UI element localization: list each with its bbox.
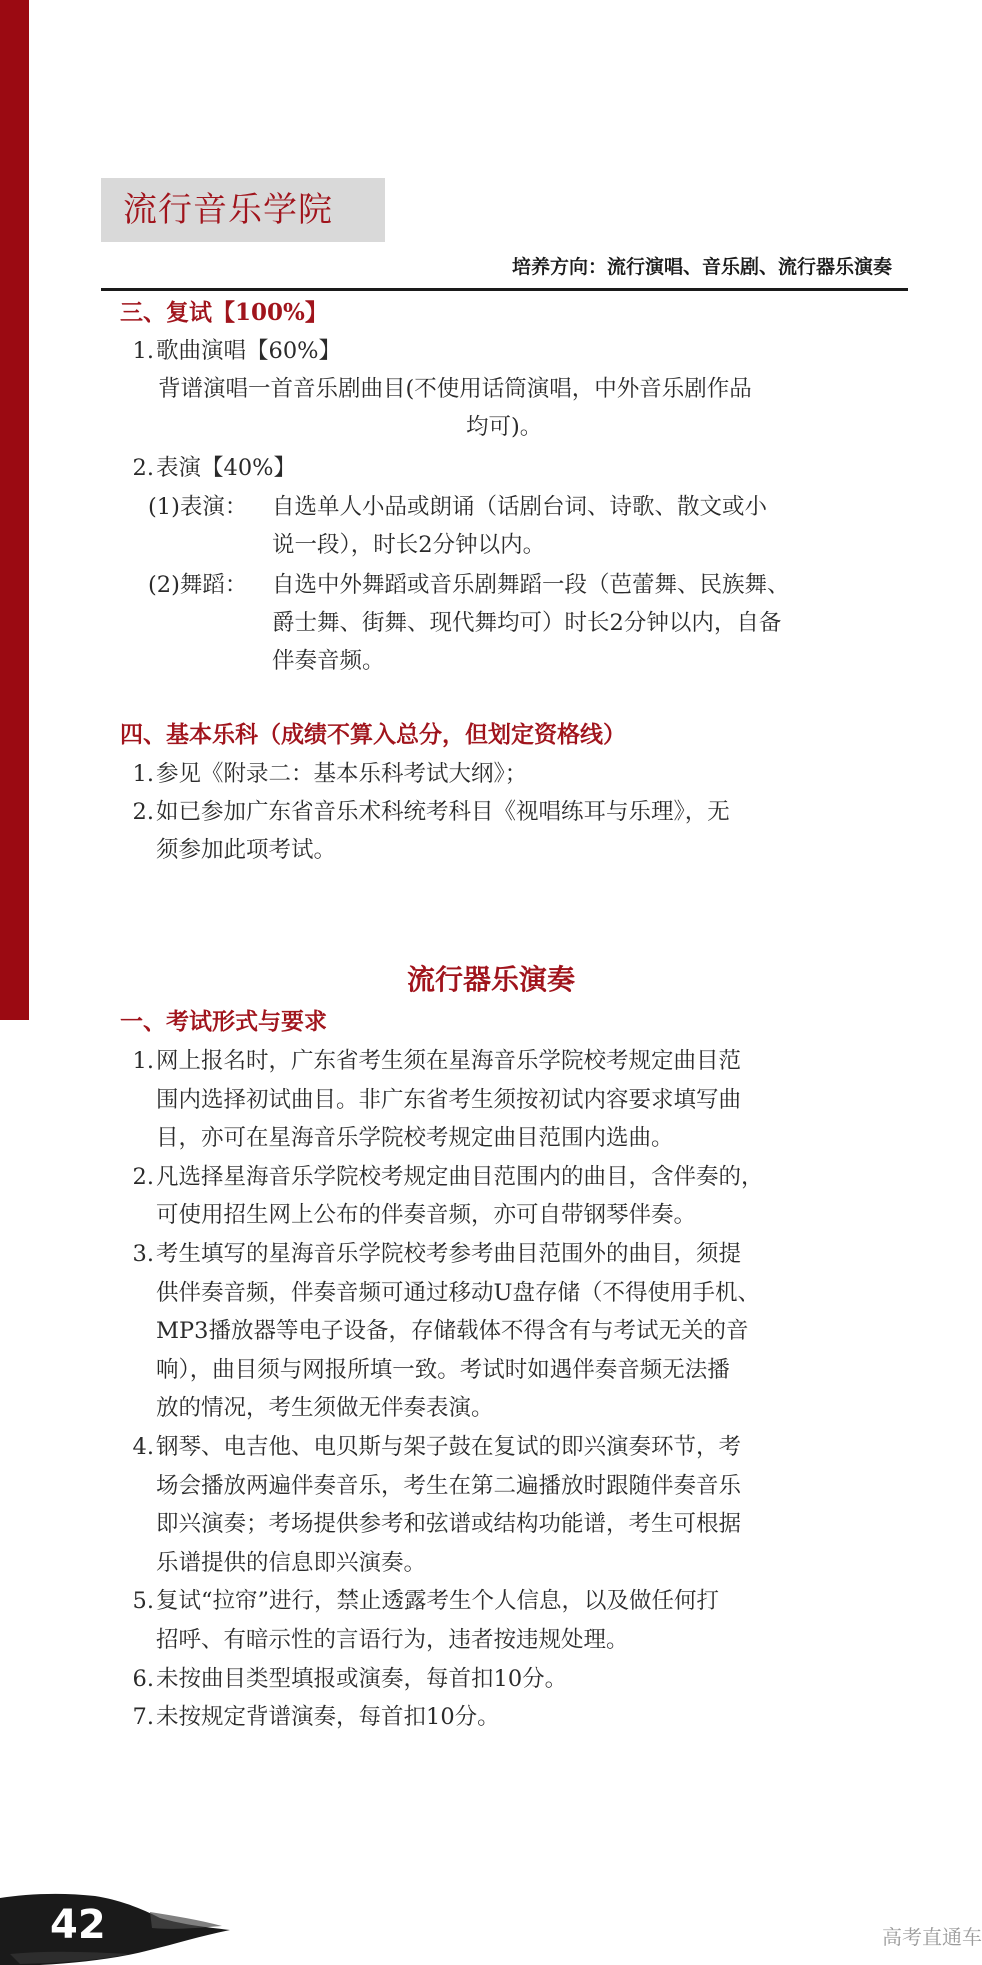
instrumental-item-cont: 乐谱提供的信息即兴演奏。	[156, 1549, 427, 1576]
instrumental-item-cont: 供伴奏音频，伴奏音频可通过移动U盘存储（不得使用手机、	[156, 1279, 760, 1306]
section3-heading: 三、复试【100%】	[120, 299, 328, 326]
item-number: 1.	[132, 761, 154, 787]
section4-item2-cont: 须参加此项考试。	[156, 837, 337, 863]
instrumental-item-cont: 即兴演奏；考场提供参考和弦谱或结构功能谱，考生可根据	[156, 1511, 742, 1538]
item-number: 2.	[132, 455, 154, 481]
item-number: 4.	[132, 1434, 154, 1460]
instrumental-item-cont: MP3播放器等电子设备，存储载体不得含有与考试无关的音	[156, 1318, 749, 1345]
watermark: 高考直通车	[882, 1925, 982, 1949]
section-title-box	[101, 178, 385, 242]
title-divider	[101, 288, 908, 291]
item-number: 5.	[132, 1588, 154, 1615]
section3-sub2-line: 爵士舞、街舞、现代舞均可）时长2分钟以内，自备	[272, 610, 782, 636]
item-text: 复试“拉帘”进行，禁止透露考生个人信息，以及做任何打	[156, 1588, 720, 1615]
item-text: 如已参加广东省音乐术科统考科目《视唱练耳与乐理》，无	[156, 799, 730, 825]
item-text: 未按曲目类型填报或演奏，每首扣10分。	[156, 1665, 568, 1692]
item-number: 2.	[132, 1163, 154, 1190]
instrumental-title: 流行器乐演奏	[406, 963, 575, 996]
instrumental-heading: 一、考试形式与要求	[120, 1008, 327, 1035]
item-text: 参见《附录二：基本乐科考试大纲》；	[156, 761, 528, 787]
section3-item2	[126, 452, 296, 484]
item-text: 钢琴、电吉他、电贝斯与架子鼓在复试的即兴演奏环节，考	[156, 1434, 742, 1460]
item-number: 2.	[132, 799, 154, 825]
instrumental-item	[126, 1045, 741, 1077]
instrumental-item-cont: 可使用招生网上公布的伴奏音频，亦可自带钢琴伴奏。	[156, 1202, 697, 1229]
training-direction: 培养方向：流行演唱、音乐剧、流行器乐演奏	[511, 256, 892, 278]
page-title: 流行音乐学院	[123, 190, 333, 230]
section3-sub2-label: (2)舞蹈：	[148, 572, 248, 598]
section4-item1	[126, 758, 527, 790]
item-text: 未按规定背谱演奏，每首扣10分。	[156, 1704, 500, 1731]
section3-item1	[126, 335, 341, 367]
section3-sub2-line: 伴奏音频。	[272, 648, 385, 674]
section3-item1-desc: 背谱演唱一首音乐剧曲目(不使用话筒演唱，中外音乐剧作品	[158, 376, 752, 402]
instrumental-item	[126, 1238, 741, 1270]
section4-item2	[126, 796, 730, 828]
instrumental-item-cont: 招呼、有暗示性的言语行为，违者按违规处理。	[156, 1627, 629, 1653]
item-number: 6.	[132, 1665, 154, 1692]
instrumental-item-cont: 放的情况，考生须做无伴奏表演。	[156, 1395, 494, 1422]
instrumental-item	[126, 1701, 500, 1733]
instrumental-item	[126, 1161, 764, 1193]
brush-stroke-icon	[0, 1892, 230, 1965]
instrumental-item-cont: 围内选择初试曲目。非广东省考生须按初试内容要求填写曲	[156, 1086, 742, 1113]
instrumental-item	[126, 1663, 567, 1695]
page-number: 42	[50, 1902, 106, 1948]
instrumental-item-cont: 响），曲目须与网报所填一致。考试时如遇伴奏音频无法播	[156, 1356, 730, 1383]
item-text: 歌曲演唱【60%】	[156, 338, 342, 364]
section3-item1-desc-cont: 均可)。	[466, 414, 543, 440]
instrumental-item-cont: 场会播放两遍伴奏音乐，考生在第二遍播放时跟随伴奏音乐	[156, 1472, 742, 1499]
sidebar-accent-bar	[0, 0, 29, 1020]
item-text: 表演【40%】	[156, 455, 297, 481]
section3-sub1-line: 自选单人小品或朗诵（话剧台词、诗歌、散文或小	[272, 494, 768, 520]
item-text: 考生填写的星海音乐学院校考参考曲目范围外的曲目，须提	[156, 1241, 742, 1267]
section3-sub1-line: 说一段），时长2分钟以内。	[272, 532, 546, 558]
item-number: 7.	[132, 1704, 154, 1731]
item-number: 3.	[132, 1241, 154, 1267]
item-number: 1.	[132, 338, 154, 364]
instrumental-item	[126, 1431, 741, 1463]
section4-heading: 四、基本乐科（成绩不算入总分，但划定资格线）	[120, 721, 626, 748]
item-number: 1.	[132, 1048, 154, 1074]
item-text: 凡选择星海音乐学院校考规定曲目范围内的曲目，含伴奏的，	[156, 1163, 764, 1190]
item-text: 网上报名时，广东省考生须在星海音乐学院校考规定曲目范	[156, 1048, 742, 1074]
section3-sub1-label: (1)表演：	[148, 494, 248, 520]
instrumental-item	[126, 1585, 719, 1617]
instrumental-item-cont: 目，亦可在星海音乐学院校考规定曲目范围内选曲。	[156, 1125, 674, 1152]
section3-sub2-line: 自选中外舞蹈或音乐剧舞蹈一段（芭蕾舞、民族舞、	[272, 572, 790, 598]
